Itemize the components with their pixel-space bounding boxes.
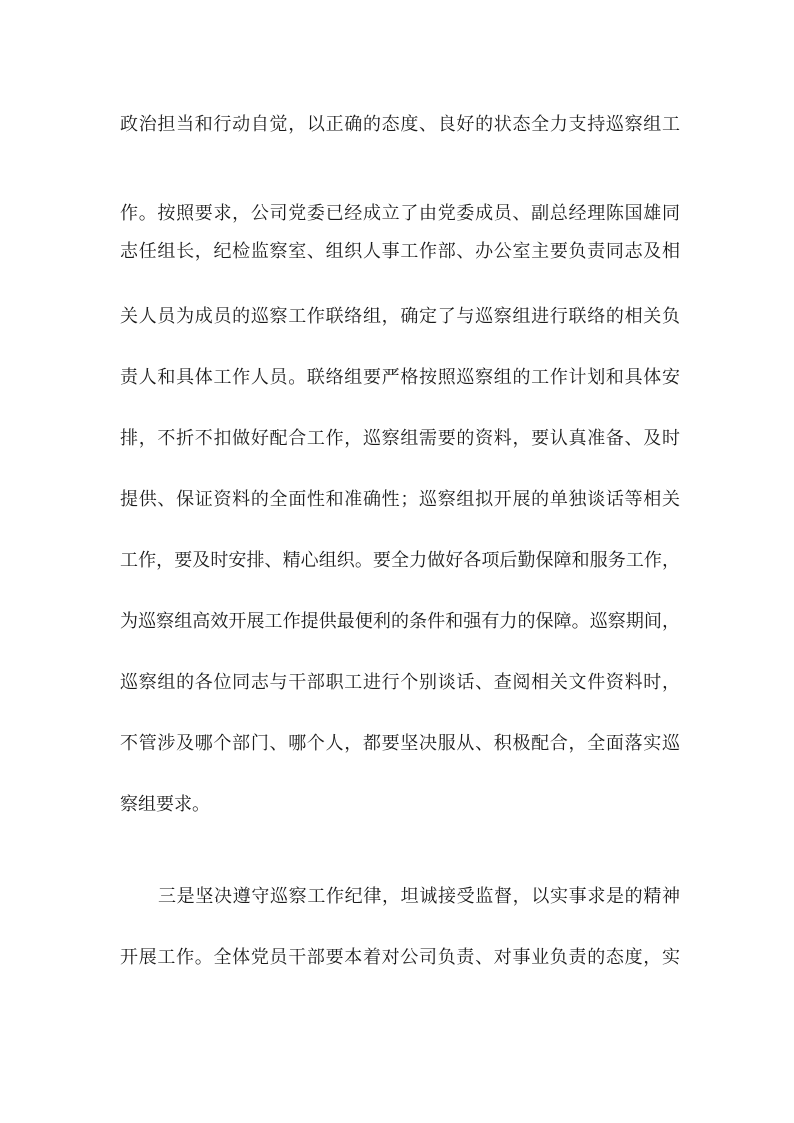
paragraph-line-9: 为巡察组高效开展工作提供最便利的条件和强有力的保障。巡察期间， bbox=[120, 611, 680, 632]
paragraph-line-10: 巡察组的各位同志与干部职工进行个别谈话、查阅相关文件资料时， bbox=[120, 672, 680, 693]
paragraph-line-7: 提供、保证资料的全面性和准确性；巡察组拟开展的单独谈话等相关 bbox=[120, 489, 680, 510]
paragraph-line-12: 察组要求。 bbox=[120, 794, 210, 815]
paragraph-line-5: 责人和具体工作人员。联络组要严格按照巡察组的工作计划和具体安 bbox=[120, 367, 680, 388]
paragraph-line-8: 工作，要及时安排、精心组织。要全力做好各项后勤保障和服务工作， bbox=[120, 550, 680, 571]
paragraph-line-6: 排，不折不扣做好配合工作，巡察组需要的资料，要认真准备、及时 bbox=[120, 428, 680, 449]
paragraph-line-1: 政治担当和行动自觉，以正确的态度、良好的状态全力支持巡察组工 bbox=[120, 114, 680, 135]
paragraph-line-13: 三是坚决遵守巡察工作纪律，坦诚接受监督，以实事求是的精神 bbox=[158, 886, 680, 907]
paragraph-line-11: 不管涉及哪个部门、哪个人，都要坚决服从、积极配合，全面落实巡 bbox=[120, 733, 680, 754]
paragraph-line-4: 关人员为成员的巡察工作联络组，确定了与巡察组进行联络的相关负 bbox=[120, 306, 680, 327]
paragraph-line-3: 志任组长，纪检监察室、组织人事工作部、办公室主要负责同志及相 bbox=[120, 241, 680, 262]
paragraph-line-14: 开展工作。全体党员干部要本着对公司负责、对事业负责的态度，实 bbox=[120, 947, 680, 968]
paragraph-line-2: 作。按照要求，公司党委已经成立了由党委成员、副总经理陈国雄同 bbox=[120, 203, 680, 224]
